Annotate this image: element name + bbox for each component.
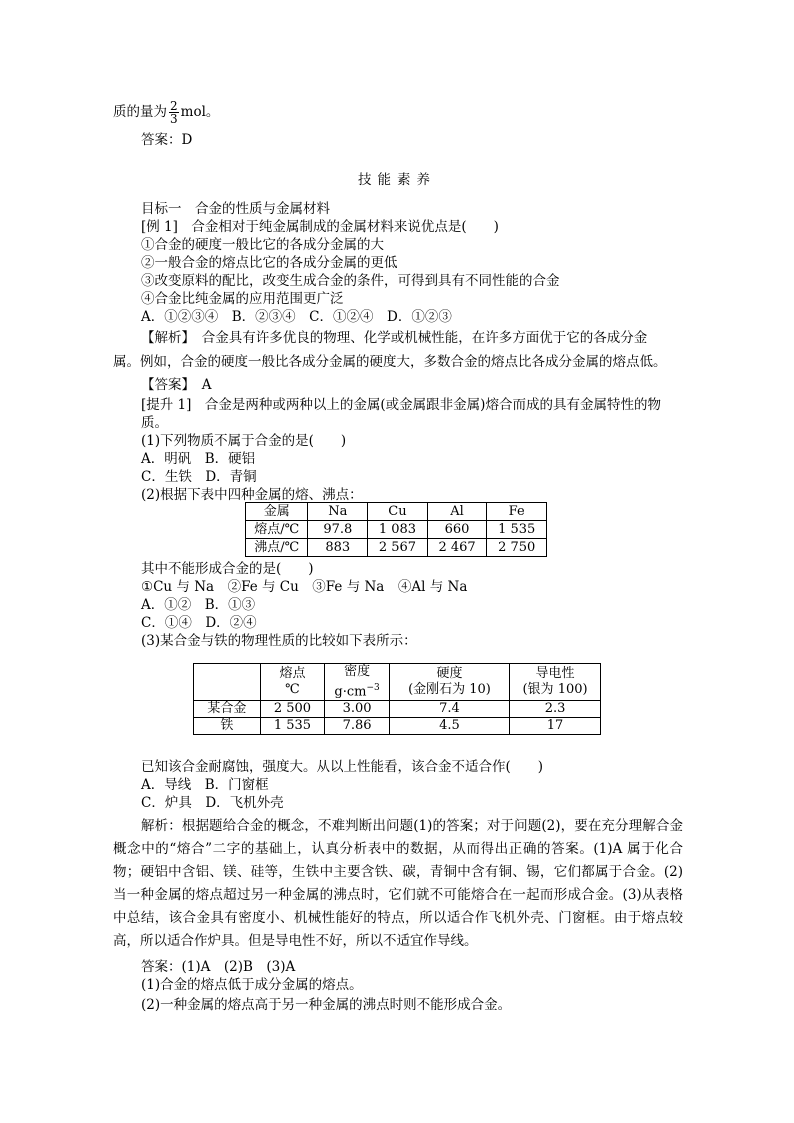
choices-2a: A．①② B．①③: [141, 597, 256, 613]
table-header-cell: 导电性 (银为 100): [510, 664, 601, 701]
fraction-denominator: 3: [170, 112, 178, 126]
mole-fraction-line: [113, 98, 219, 126]
table-header-cell: Fe: [487, 503, 547, 521]
table-cell: 某合金: [194, 701, 261, 718]
table-cell: 1 535: [260, 718, 325, 735]
table-header-cell: 硬度 (金刚石为 10): [389, 664, 509, 701]
sub-question-3: (3)某合金与铁的物理性质的比较如下表所示：: [141, 633, 417, 649]
table-row: [246, 521, 547, 539]
pair-options: ①Cu 与 Na ②Fe 与 Cu ③Fe 与 Na ④Al 与 Na: [141, 579, 468, 595]
sub-question-2-prompt: 其中不能形成合金的是( ): [141, 561, 314, 577]
answer-label: 【答案】 A: [141, 377, 212, 393]
text-suffix: mol。: [180, 104, 220, 120]
choices-3a: A．导线 B．门窗框: [141, 777, 269, 793]
table-cell: 7.4: [389, 701, 509, 718]
analysis-line-2: 属。例如，合金的硬度一般比各成分金属的硬度大，多数合金的熔点比各成分金属的熔点低。: [113, 354, 667, 370]
table-cell: 2 467: [427, 539, 487, 557]
table-cell: 铁: [194, 718, 261, 735]
table-cell: 3.00: [325, 701, 390, 718]
table-row: [246, 539, 547, 557]
table-header-cell: 密度 $g\cdot cm^{-3}$: [325, 664, 390, 701]
sub-question-3-prompt: 已知该合金耐腐蚀，强度大。从以上性能看，该合金不适合作( ): [141, 759, 544, 775]
example-question: [例 1] 合金相对于纯金属制成的金属材料来说优点是( ): [141, 219, 499, 235]
fraction-numerator: 2: [170, 99, 178, 113]
summary-line-2: (2)一种金属的熔点高于另一种金属的沸点时则不能形成合金。: [141, 997, 512, 1013]
goal-heading: 目标一 合金的性质与金属材料: [141, 201, 330, 217]
table-header-cell: Na: [308, 503, 368, 521]
table-cell: 7.86: [325, 718, 390, 735]
table-header-row: [246, 503, 547, 521]
table-header-row: [194, 664, 601, 701]
analysis-line-1: 【解析】 合金具有许多优良的物理、化学或机械性能，在许多方面优于它的各成分金: [141, 330, 648, 346]
table-header-cell: Cu: [368, 503, 428, 521]
final-answer: 答案：(1)A (2)B (3)A: [141, 959, 296, 975]
option-line-3: ③改变原料的配比，改变生成合金的条件，可得到具有不同性能的合金: [141, 273, 560, 289]
choices-line: A．①②③④ B．②③④ C．①②④ D．①②③: [141, 309, 452, 325]
table-cell: 沸点/℃: [246, 539, 308, 557]
table-cell: 660: [427, 521, 487, 539]
table-cell: 2 750: [487, 539, 547, 557]
choices-2b: C．①④ D．②④: [141, 615, 257, 631]
promote-question-line-2: 质。: [141, 415, 168, 431]
table-cell: 熔点/℃: [246, 521, 308, 539]
table-header-cell: 熔点 ℃: [260, 664, 325, 701]
table-header-cell: Al: [427, 503, 487, 521]
sub-question-1: (1)下列物质不属于合金的是( ): [141, 433, 347, 449]
table-cell: 2 567: [368, 539, 428, 557]
table-cell: 2 500: [260, 701, 325, 718]
sub-question-2: (2)根据下表中四种金属的熔、沸点：: [141, 487, 363, 503]
fraction: [169, 100, 179, 125]
choices-1b: C．生铁 D．青铜: [141, 469, 257, 485]
table-row: [194, 701, 601, 718]
alloy-iron-table: [193, 663, 601, 735]
table-cell: 883: [308, 539, 368, 557]
option-line-2: ②一般合金的熔点比它的各成分金属的更低: [141, 255, 398, 271]
table-cell: 17: [510, 718, 601, 735]
table-header-cell: 金属: [246, 503, 308, 521]
analysis-paragraph: 解析：根据题给合金的概念，不难判断出问题(1)的答案；对于问题(2)，要在充分理解合金概念中的“熔合”二字的基础上，认真分析表中的数据，从而得出正确的答案。(1)A 属于化合物；硬铝中含铝、镁、硅等，生铁中主要含铁、碳，青铜中含有铜、锡，它们都属于合金。(2)当一种金属的熔点超过另一种金属的沸点时，它们就不可能熔合在一起而形成合金。(3)从表格中总结，该合金具有密度小、机械性能好的特点，所以适合作飞机外壳、门窗框。由于熔点较高，所以适合作炉具。但是导电性不好，所以不适宜作导线。: [113, 818, 683, 949]
table-cell: 97.8: [308, 521, 368, 539]
promote-question-line-1: [提升 1] 合金是两种或两种以上的金属(或金属跟非金属)熔合而成的具有金属特性的物: [141, 397, 661, 413]
option-line-1: ①合金的硬度一般比它的各成分金属的大: [141, 237, 384, 253]
table-row: [194, 718, 601, 735]
choices-3b: C．炉具 D．飞机外壳: [141, 795, 284, 811]
table-cell: 1 083: [368, 521, 428, 539]
table-cell: 2.3: [510, 701, 601, 718]
answer-line: 答案：D: [141, 132, 193, 148]
option-line-4: ④合金比纯金属的应用范围更广泛: [141, 291, 344, 307]
metal-points-table: [245, 502, 547, 557]
table-header-cell-empty: [194, 664, 261, 701]
summary-line-1: (1)合金的熔点低于成分金属的熔点。: [141, 977, 363, 993]
choices-1a: A．明矾 B．硬铝: [141, 451, 256, 467]
section-title: 技能素养: [358, 172, 436, 188]
table-cell: 4.5: [389, 718, 509, 735]
text-prefix: 质的量为: [113, 104, 167, 120]
table-cell: 1 535: [487, 521, 547, 539]
